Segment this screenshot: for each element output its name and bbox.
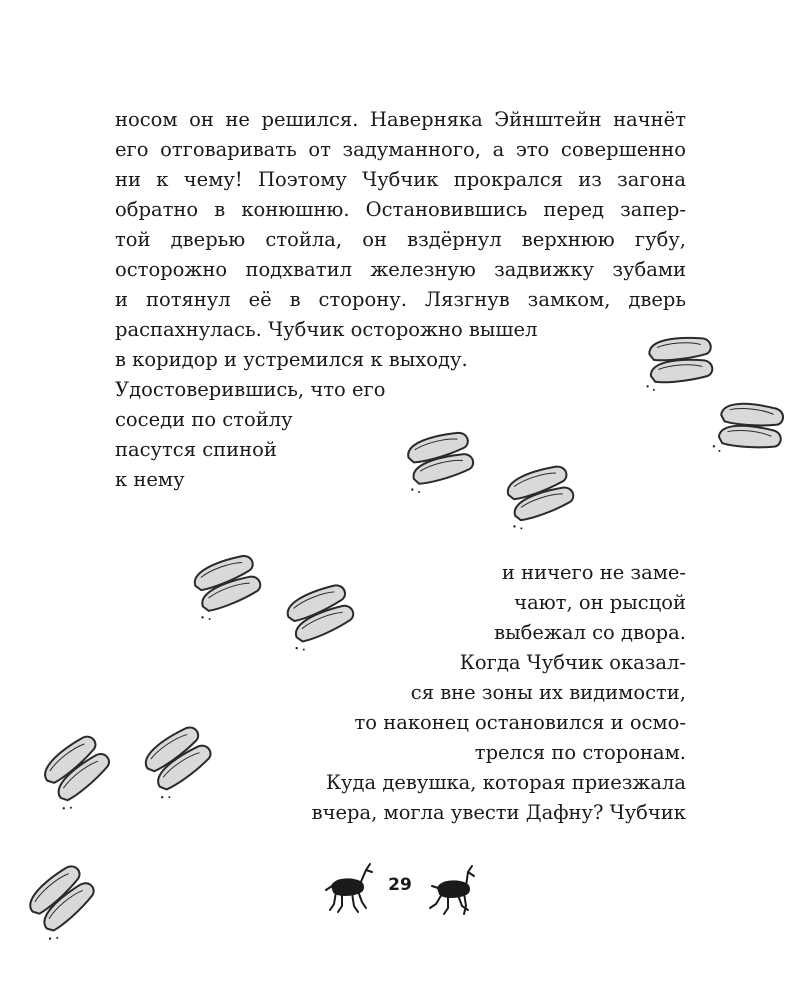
text-line: пасутся спиной: [115, 438, 277, 461]
horse-doodle-icon: [426, 860, 480, 918]
hoofprint-icon: [35, 732, 119, 813]
text-line: выбежал со двора.: [494, 621, 686, 644]
text-line: Когда Чубчик оказал-: [459, 651, 686, 674]
hoofprint-icon: [186, 552, 266, 623]
text-line: ни к чему! Поэтому Чубчик прокрался из загона: [115, 168, 686, 191]
horse-doodle-icon: [322, 860, 376, 918]
text-line: распахнулась. Чубчик осторожно вышел: [115, 318, 538, 341]
hoofprint-icon: [643, 336, 713, 391]
text-line: соседи по стойлу: [115, 408, 293, 431]
text-line: той дверью стойла, он вздёрнул верхнюю губу,: [115, 228, 686, 251]
text-line: осторожно подхватил железную задвижку зубами: [115, 258, 686, 281]
hoofprint-icon: [278, 581, 359, 653]
text-line: то наконец остановился и осмо-: [354, 711, 686, 734]
text-line: его отговаривать от задуманного, а это совершенно: [115, 138, 686, 161]
text-line: обратно в конюшню. Остановившись перед запер-: [115, 198, 686, 221]
text-line: и ничего не заме-: [501, 561, 686, 584]
page-number: 29: [388, 875, 412, 895]
hoofprint-icon: [135, 722, 219, 802]
hoofprint-icon: [712, 401, 784, 459]
hoofprint-icon: [20, 861, 104, 943]
text-line: носом он не решился. Наверняка Эйнштейн начнёт: [115, 108, 686, 131]
text-line: вчера, могла увести Дафну? Чубчик: [311, 801, 686, 824]
text-line: трелся по сторонам.: [474, 741, 686, 764]
text-line: Куда девушка, которая приезжала: [325, 771, 686, 794]
hoofprint-icon: [499, 463, 578, 532]
text-line: и потянул её в сторону. Лязгнув замком, дверь: [115, 288, 686, 311]
text-line: чают, он рысцой: [514, 591, 686, 614]
text-line: Удостоверившись, что его: [115, 378, 386, 401]
hoofprint-icon: [400, 429, 477, 495]
text-line: в коридор и устремился к выходу.: [115, 348, 468, 371]
text-line: ся вне зоны их видимости,: [410, 681, 686, 704]
text-line: к нему: [115, 468, 185, 491]
